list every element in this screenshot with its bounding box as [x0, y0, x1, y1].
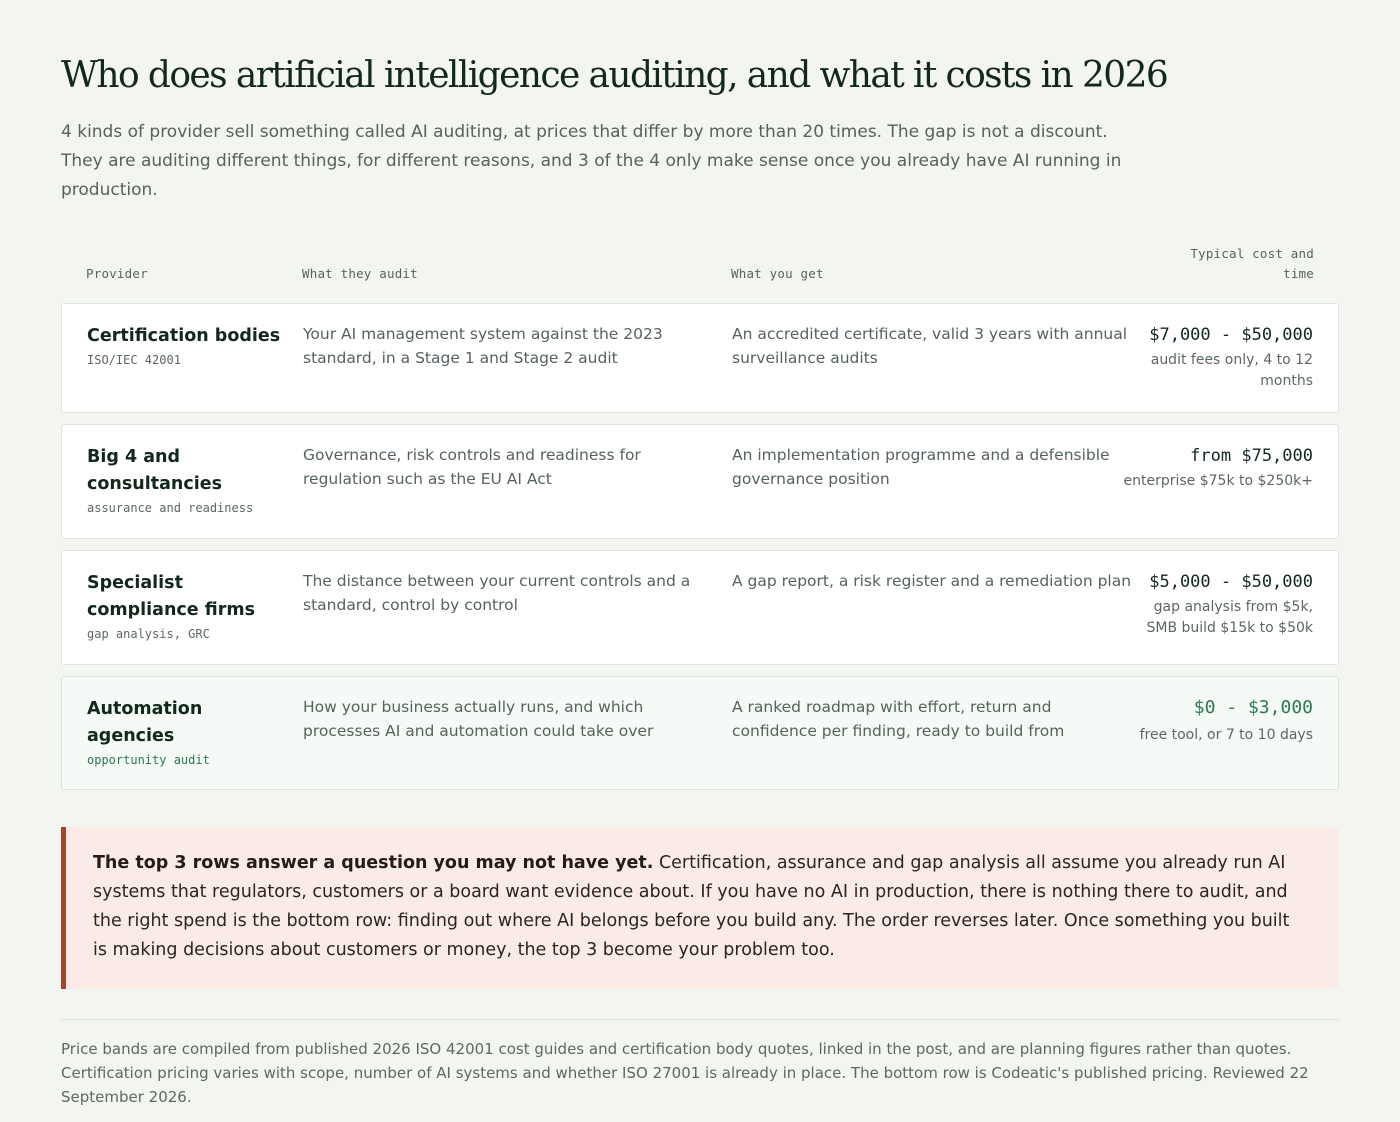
deliverable-cell: An accredited certificate, valid 3 years with annual surveillance audits [732, 325, 1128, 367]
price-range: $0 - $3,000 [1193, 697, 1313, 718]
callout-body: Certification, assurance and gap analysis all assume you already run AI systems that regulators, customers or a board want evidence about. If you have no AI in production, there is nothing there to audit, and the right spend is the bottom row: finding out where AI belongs before you build any. The order reverses later. Once something you built is making decisions about customers or money, the top 3 become your problem too. [93, 853, 1290, 960]
deliverable-cell: An implementation programme and a defensible governance position [732, 446, 1110, 488]
column-header-provider: Provider [86, 266, 148, 281]
callout-lead: The top 3 rows answer a question you may not have yet. [93, 853, 654, 873]
provider-name: Automation agencies [87, 699, 203, 746]
provider-cell [87, 695, 287, 770]
column-header-cost [1154, 244, 1314, 284]
provider-name: Big 4 and consultancies [87, 447, 223, 494]
audit-cell: The distance between your current controls and a standard, control by control [303, 572, 691, 614]
callout-box [61, 827, 1339, 989]
table-header [61, 246, 1339, 303]
table-row-highlighted [61, 676, 1339, 790]
audit-cell: Governance, risk controls and readiness for regulation such as the EU AI Act [303, 446, 641, 488]
cost-cell [1123, 443, 1313, 492]
deliverable-cell: A gap report, a risk register and a remediation plan [732, 572, 1132, 590]
provider-tag: opportunity audit [87, 753, 210, 767]
footnote: Price bands are compiled from published 2026 ISO 42001 cost guides and certification body quotes, linked in the post, and are planning figures rather than quotes. Certification pricing varies with scope, number of AI systems and whether ISO 27001 is already in place. The bottom row is Codeatic's published pricing. Reviewed 22 September 2026. [61, 1040, 1309, 1106]
provider-cell [87, 569, 287, 644]
price-range: $5,000 - $50,000 [1149, 572, 1313, 592]
price-note: enterprise $75k to $250k+ [1123, 473, 1313, 489]
audit-cell: Your AI management system against the 2023 standard, in a Stage 1 and Stage 2 audit [303, 325, 663, 367]
deliverable-cell: A ranked roadmap with effort, return and confidence per finding, ready to build from [732, 698, 1065, 740]
provider-tag: gap analysis, GRC [87, 627, 210, 641]
price-note: gap analysis from $5k, SMB build $15k to $50k [1146, 599, 1313, 636]
provider-table [61, 303, 1339, 790]
price-range: $7,000 - $50,000 [1149, 325, 1313, 345]
cost-cell [1123, 569, 1313, 639]
column-header-cost-line1: Typical cost and [1190, 246, 1314, 261]
provider-tag: ISO/IEC 42001 [87, 353, 181, 367]
table-row [61, 303, 1339, 413]
provider-tag: assurance and readiness [87, 501, 254, 515]
cost-cell [1123, 322, 1313, 392]
provider-name: Certification bodies [87, 326, 281, 346]
audit-cell: How your business actually runs, and which processes AI and automation could take over [303, 698, 654, 740]
table-row [61, 424, 1339, 539]
column-header-get: What you get [731, 266, 824, 281]
page-title: Who does artificial intelligence auditing, and what it costs in 2026 [61, 55, 1168, 96]
table-row [61, 550, 1339, 665]
provider-name: Specialist compliance firms [87, 573, 256, 620]
provider-cell [87, 443, 287, 518]
price-note: free tool, or 7 to 10 days [1139, 727, 1313, 743]
price-note: audit fees only, 4 to 12 months [1150, 352, 1313, 389]
provider-cell [87, 322, 287, 370]
divider [61, 1019, 1339, 1020]
column-header-cost-line2: time [1283, 266, 1314, 281]
intro-paragraph: 4 kinds of provider sell something called AI auditing, at prices that differ by more than 20 times. The gap is not a discount. They are auditing different things, for different reasons, and 3 of the 4 only make sense once you already have AI running in production. [61, 122, 1122, 200]
cost-cell [1123, 693, 1313, 746]
price-range: from $75,000 [1190, 446, 1313, 466]
column-header-audit: What they audit [302, 266, 418, 281]
